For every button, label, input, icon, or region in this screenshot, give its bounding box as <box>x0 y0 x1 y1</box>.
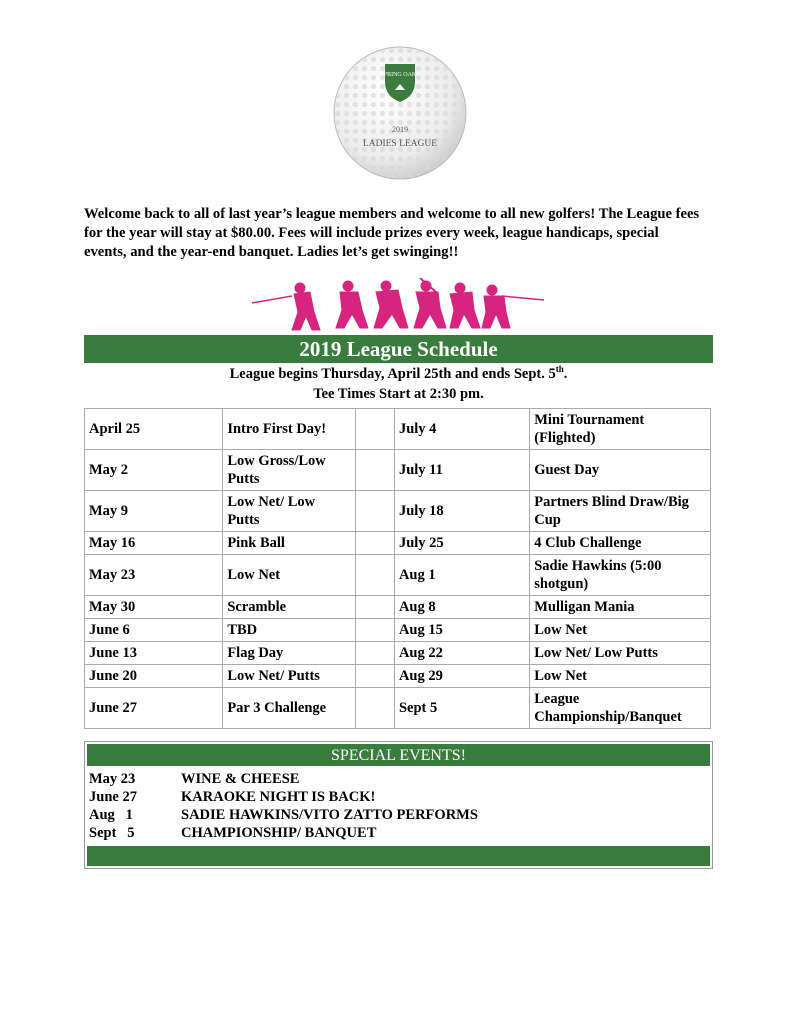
list-item <box>89 824 712 842</box>
date-cell: July 4 <box>394 409 529 450</box>
table-row <box>85 688 711 729</box>
special-event-date: Aug 1 <box>89 807 133 823</box>
list-item <box>89 806 712 824</box>
table-row <box>85 642 711 665</box>
table-row <box>85 665 711 688</box>
event-cell: League Championship/Banquet <box>530 688 711 729</box>
date-cell: May 30 <box>85 596 223 619</box>
season-dates-superscript: th <box>555 364 564 375</box>
special-events-footer-bar <box>87 846 710 866</box>
special-event-name: SADIE HAWKINS/VITO ZATTO PERFORMS <box>181 807 478 823</box>
table-row <box>85 532 711 555</box>
table-row <box>85 450 711 491</box>
date-cell: July 25 <box>394 532 529 555</box>
date-cell: Aug 29 <box>394 665 529 688</box>
list-item <box>89 788 712 806</box>
date-cell: May 16 <box>85 532 223 555</box>
date-cell: May 9 <box>85 491 223 532</box>
special-event-name: CHAMPIONSHIP/ BANQUET <box>181 825 377 841</box>
special-event-name: WINE & CHEESE <box>181 771 300 787</box>
spacer-cell <box>355 642 394 665</box>
event-cell: Low Net <box>530 665 711 688</box>
special-event-name: KARAOKE NIGHT IS BACK! <box>181 789 376 805</box>
table-row <box>85 491 711 532</box>
date-cell: May 2 <box>85 450 223 491</box>
spacer-cell <box>355 409 394 450</box>
event-cell: 4 Club Challenge <box>530 532 711 555</box>
special-event-date: June 27 <box>89 789 137 805</box>
spacer-cell <box>355 491 394 532</box>
date-cell: Sept 5 <box>394 688 529 729</box>
spacer-cell <box>355 532 394 555</box>
spacer-cell <box>355 555 394 596</box>
schedule-title-banner: 2019 League Schedule <box>84 335 713 363</box>
date-cell: May 23 <box>85 555 223 596</box>
spacer-cell <box>355 665 394 688</box>
event-cell: Flag Day <box>223 642 355 665</box>
intro-paragraph: Welcome back to all of last year’s league members and welcome to all new golfers! The League fees for the year will stay at $80.00. Fees will include prizes every week, league handicaps, special events, and the year-end banquet. Ladies let’s get swinging!! <box>84 206 700 260</box>
season-dates-text: League begins Thursday, April 25th and ends Sept. 5 <box>229 366 556 382</box>
tee-times-line: Tee Times Start at 2:30 pm. <box>313 386 484 402</box>
date-cell: July 18 <box>394 491 529 532</box>
event-cell: Guest Day <box>530 450 711 491</box>
logo-club-name: SPRING OAKS <box>380 72 420 78</box>
event-cell: Low Net/ Putts <box>223 665 355 688</box>
date-cell: July 11 <box>394 450 529 491</box>
special-events-header: SPECIAL EVENTS! <box>87 744 710 766</box>
spacer-cell <box>355 450 394 491</box>
event-cell: Mulligan Mania <box>530 596 711 619</box>
list-item <box>89 770 712 788</box>
date-cell: Aug 8 <box>394 596 529 619</box>
event-cell: Low Gross/Low Putts <box>223 450 355 491</box>
table-row <box>85 555 711 596</box>
special-events-list <box>89 770 712 842</box>
event-cell: Par 3 Challenge <box>223 688 355 729</box>
event-cell: Sadie Hawkins (5:00 shotgun) <box>530 555 711 596</box>
event-cell: TBD <box>223 619 355 642</box>
event-cell: Low Net <box>223 555 355 596</box>
event-cell: Scramble <box>223 596 355 619</box>
table-row <box>85 409 711 450</box>
date-cell: June 27 <box>85 688 223 729</box>
spacer-cell <box>355 619 394 642</box>
date-cell: June 6 <box>85 619 223 642</box>
table-row <box>85 596 711 619</box>
date-cell: June 20 <box>85 665 223 688</box>
special-event-date: May 23 <box>89 771 136 787</box>
season-dates-line <box>84 366 713 383</box>
event-cell: Mini Tournament (Flighted) <box>530 409 711 450</box>
schedule-table <box>84 408 711 729</box>
golf-ball-logo <box>333 46 467 180</box>
spacer-cell <box>355 688 394 729</box>
special-event-date: Sept 5 <box>89 825 135 841</box>
event-cell: Intro First Day! <box>223 409 355 450</box>
date-cell: June 13 <box>85 642 223 665</box>
event-cell: Low Net/ Low Putts <box>223 491 355 532</box>
spacer-cell <box>355 596 394 619</box>
season-dates-period: . <box>563 366 568 382</box>
logo-title: LADIES LEAGUE <box>362 139 438 149</box>
event-cell: Partners Blind Draw/Big Cup <box>530 491 711 532</box>
event-cell: Pink Ball <box>223 532 355 555</box>
date-cell: Aug 22 <box>394 642 529 665</box>
table-row <box>85 619 711 642</box>
event-cell: Low Net <box>530 619 711 642</box>
date-cell: Aug 15 <box>394 619 529 642</box>
date-cell: April 25 <box>85 409 223 450</box>
date-cell: Aug 1 <box>394 555 529 596</box>
event-cell: Low Net/ Low Putts <box>530 642 711 665</box>
golfer-silhouettes-graphic <box>252 278 546 332</box>
logo-year: 2019 <box>392 125 408 134</box>
special-events-box <box>84 741 713 869</box>
